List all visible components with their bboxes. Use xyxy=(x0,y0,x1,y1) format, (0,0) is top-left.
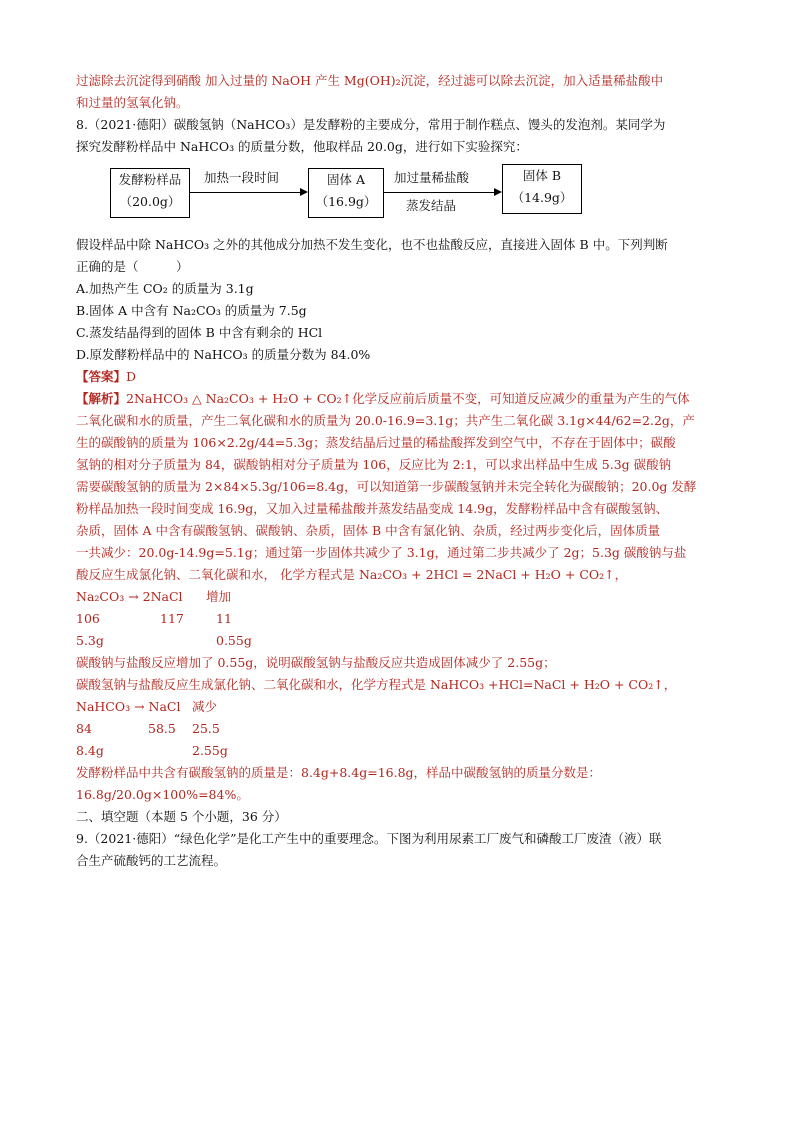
question-8-assumption: 正确的是（ ） xyxy=(76,259,189,274)
flow-box-solid-b xyxy=(502,164,582,214)
calc-cell: 58.5 xyxy=(148,721,176,736)
document-page xyxy=(76,70,724,872)
flow-arrow-label: 加过量稀盐酸 xyxy=(394,170,470,185)
answer-tag: 【答案】 xyxy=(76,369,127,384)
calc-cell: 5.3g xyxy=(76,633,104,648)
question-9-stem: 9.（2021·德阳）“绿色化学”是化工产生中的重要理念。下图为利用尿素工厂废气和磷酸工厂废渣（液）联 xyxy=(76,831,662,846)
analysis-line: 碳酸氢钠与盐酸反应生成氯化钠、二氧化碳和水，化学方程式是 NaHCO₃ +HCl=NaCl + H₂O + CO₂↑， xyxy=(76,677,677,692)
analysis-line: 氢钠的相对分子质量为 84，碳酸钠相对分子质量为 106，反应比为 2:1，可以求出样品中生成 5.3g 碳酸钠 xyxy=(76,457,672,472)
arrow-right-icon xyxy=(494,188,502,196)
calc-table-2-header xyxy=(76,696,724,718)
analysis-line: 碳酸钠与盐酸反应增加了 0.55g，说明碳酸氢钠与盐酸反应共造成固体减少了 2.55g； xyxy=(76,655,556,670)
analysis-line: 酸反应生成氯化钠、二氧化碳和水， 化学方程式是 Na₂CO₃ + 2HCl = 2NaCl + H₂O + CO₂↑， xyxy=(76,567,628,582)
calc-cell: 8.4g xyxy=(76,743,104,758)
analysis-line: 一共减少：20.0g-14.9g=5.1g；通过第一步固体共减少了 3.1g，通过第二步共减少了 2g；5.3g 碳酸钠与盐 xyxy=(76,545,687,560)
question-8-assumption: 假设样品中除 NaHCO₃ 之外的其他成分加热不发生变化，也不也盐酸反应，直接进入固体 B 中。下列判断 xyxy=(76,237,668,252)
calc-cell: 增加 xyxy=(206,589,232,604)
option-a: A.加热产生 CO₂ 的质量为 3.1g xyxy=(76,281,254,296)
analysis-conclusion: 发酵粉样品中共含有碳酸氢钠的质量是：8.4g+8.4g=16.8g，样品中碳酸氢钠的质量分数是： xyxy=(76,765,602,780)
experiment-flowchart xyxy=(76,162,724,228)
calc-cell: 25.5 xyxy=(192,721,220,736)
flow-box-mass: （20.0g） xyxy=(119,194,181,209)
question-8-stem: 探究发酵粉样品中 NaHCO₃ 的质量分数，他取样品 20.0g，进行如下实验探究： xyxy=(76,139,528,154)
option-c: C.蒸发结晶得到的固体 B 中含有剩余的 HCl xyxy=(76,325,323,340)
question-8-stem: 8.（2021·德阳）碳酸氢钠（NaHCO₃）是发酵粉的主要成分，常用于制作糕点、馒头的发泡剂。某同学为 xyxy=(76,117,666,132)
calc-table-2-row xyxy=(76,740,724,762)
calc-cell: Na₂CO₃ → 2NaCl xyxy=(76,589,183,604)
intro-line: 和过量的氢氧化钠。 xyxy=(76,95,189,110)
flow-box-solid-a xyxy=(308,168,384,218)
flow-arrow xyxy=(383,192,495,193)
calc-table-1-row xyxy=(76,630,724,652)
flow-box-mass: （14.9g） xyxy=(511,190,573,205)
calc-cell: 减少 xyxy=(192,699,218,714)
answer-line xyxy=(76,366,724,388)
intro-line: 过滤除去沉淀得到硝酸 加入过量的 NaOH 产生 Mg(OH)₂沉淀，经过滤可以除去沉淀，加入适量稀盐酸中 xyxy=(76,73,664,88)
calc-cell: 11 xyxy=(216,611,232,626)
flow-box-label: 固体 B xyxy=(522,168,562,183)
flow-box-mass: （16.9g） xyxy=(315,194,377,209)
option-d: D.原发酵粉样品中的 NaHCO₃ 的质量分数为 84.0% xyxy=(76,347,371,362)
calc-table-2-row xyxy=(76,718,724,740)
calc-cell: 106 xyxy=(76,611,100,626)
analysis-conclusion: 16.8g/20.0g×100%=84%。 xyxy=(76,787,249,802)
analysis-line: 生的碳酸钠的质量为 106×2.2g/44=5.3g；蒸发结晶后过量的稀盐酸挥发到空气中，不存在于固体中；碳酸 xyxy=(76,435,676,450)
analysis-line xyxy=(76,388,724,410)
question-9-stem: 合生产硫酸钙的工艺流程。 xyxy=(76,853,227,868)
flow-box-sample xyxy=(110,168,190,218)
calc-table-1-header xyxy=(76,586,724,608)
analysis-tag: 【解析】 xyxy=(76,391,127,406)
analysis-line: 需要碳酸氢钠的质量为 2×84×5.3g/106=8.4g，可以知道第一步碳酸氢钠并未完全转化为碳酸钠；20.0g 发酵 xyxy=(76,479,697,494)
calc-cell: 0.55g xyxy=(216,633,252,648)
flow-box-label: 发酵粉样品 xyxy=(118,172,182,187)
calc-cell: 117 xyxy=(160,611,184,626)
arrow-right-icon xyxy=(300,188,308,196)
analysis-line: 粉样品加热一段时间变成 16.9g，又加入过量稀盐酸并蒸发结晶变成 14.9g，发酵粉样品中含有碳酸氢钠、 xyxy=(76,501,669,516)
option-b: B.固体 A 中含有 Na₂CO₃ 的质量为 7.5g xyxy=(76,303,307,318)
answer-value: D xyxy=(126,369,137,384)
calc-table-1-row xyxy=(76,608,724,630)
section-title: 二、填空题（本题 5 个小题，36 分） xyxy=(76,809,287,824)
flow-arrow-label: 加热一段时间 xyxy=(204,170,280,185)
calc-cell: NaHCO₃ → NaCl xyxy=(76,699,181,714)
analysis-text: 2NaHCO₃ △ Na₂CO₃ + H₂O + CO₂↑化学反应前后质量不变，可知道反应减少的重量为产生的气体 xyxy=(126,391,690,406)
flow-box-label: 固体 A xyxy=(326,172,365,187)
flow-arrow xyxy=(189,192,301,193)
analysis-line: 二氧化碳和水的质量，产生二氧化碳和水的质量为 20.0-16.9=3.1g；共产生二氧化碳 3.1g×44/62=2.2g，产 xyxy=(76,413,695,428)
analysis-line: 杂质，固体 A 中含有碳酸氢钠、碳酸钠、杂质，固体 B 中含有氯化钠、杂质，经过两步变化后，固体质量 xyxy=(76,523,661,538)
flow-arrow-label: 蒸发结晶 xyxy=(406,198,457,213)
calc-cell: 84 xyxy=(76,721,92,736)
calc-cell: 2.55g xyxy=(192,743,228,758)
